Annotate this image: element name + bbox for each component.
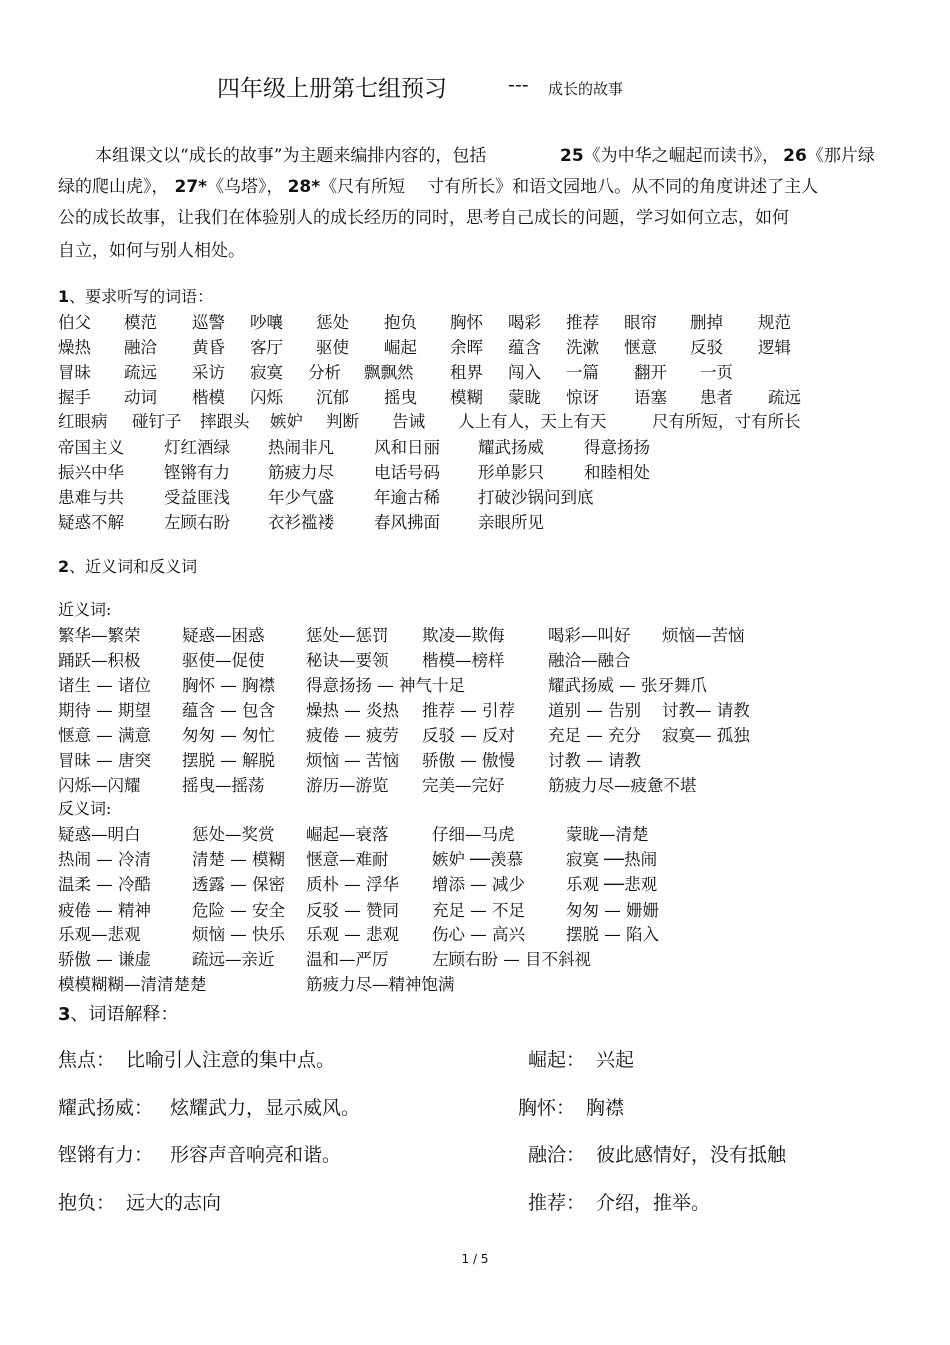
synonym-pair: 反驳 — 反对	[422, 726, 515, 745]
dictation-word: 碰钉子	[132, 412, 182, 431]
dictation-word: 惩处	[316, 313, 349, 332]
definition-meaning: 介绍，推举。	[596, 1192, 711, 1214]
dictation-word: 春风拂面	[374, 513, 440, 532]
dictation-word: 形单影只	[478, 463, 544, 482]
dictation-word: 闪烁	[250, 388, 283, 407]
synonym-pair: 繁华—繁荣	[58, 626, 141, 645]
dictation-word: 摔跟头	[200, 412, 250, 431]
antonym-pair: 寂寞 ──热闹	[566, 850, 658, 869]
synonym-pair: 融洽—融合	[548, 651, 631, 670]
synonym-pair: 道别 — 告别	[548, 701, 641, 720]
antonym-pair: 烦恼 — 快乐	[192, 925, 285, 944]
antonym-pair: 疏远—亲近	[192, 950, 275, 969]
dictation-word: 受益匪浅	[164, 488, 230, 507]
dictation-word: 采访	[192, 363, 225, 382]
synonym-pair: 匆匆 — 匆忙	[182, 726, 275, 745]
synonym-pair: 寂寞— 孤独	[662, 726, 750, 745]
dictation-word: 热闹非凡	[268, 438, 334, 457]
definition-meaning: 彼此感情好，没有抵触	[596, 1144, 787, 1166]
dictation-word: 患难与共	[58, 488, 124, 507]
dictation-word: 删掉	[690, 313, 723, 332]
synonym-pair: 闪烁—闪耀	[58, 776, 141, 795]
synonym-pair: 惩处—惩罚	[306, 626, 389, 645]
definition-term: 铿锵有力：	[58, 1144, 154, 1166]
antonyms-label: 反义词:	[58, 799, 112, 818]
synonym-pair: 惬意 — 满意	[58, 726, 151, 745]
synonym-pair: 讨教 — 请教	[548, 751, 641, 770]
dictation-word: 年逾古稀	[374, 488, 440, 507]
dictation-word: 电话号码	[374, 463, 440, 482]
dictation-word: 判断	[326, 412, 359, 431]
synonym-pair: 摆脱 — 解脱	[182, 751, 275, 770]
dictation-word: 闯入	[508, 363, 541, 382]
dictation-word: 尺有所短，寸有所长	[652, 412, 801, 431]
synonym-pair: 骄傲 — 傲慢	[422, 751, 515, 770]
dictation-word: 翻开	[634, 363, 667, 382]
dictation-word: 握手	[58, 388, 91, 407]
intro-line-1: 本组课文以“成长的故事”为主题来编排内容的，包括	[95, 146, 487, 166]
synonym-pair: 冒昧 — 唐突	[58, 751, 151, 770]
antonym-pair: 左顾右盼 — 目不斜视	[432, 950, 591, 969]
definition-meaning: 远大的志向	[126, 1192, 222, 1214]
antonym-pair: 温柔 — 冷酷	[58, 875, 151, 894]
dictation-word: 冒昧	[58, 363, 91, 382]
antonym-pair: 疑惑—明白	[58, 825, 141, 844]
dictation-word: 告诫	[392, 412, 425, 431]
dictation-word: 租界	[450, 363, 483, 382]
section-1-heading: 1、要求听写的词语：	[58, 287, 214, 306]
dictation-word: 黄昏	[192, 338, 225, 357]
dictation-word: 崛起	[384, 338, 417, 357]
dictation-word: 推荐	[566, 313, 599, 332]
dictation-word: 飘飘然	[364, 363, 414, 382]
synonym-pair: 秘诀—要领	[306, 651, 389, 670]
dictation-word: 衣衫褴褛	[268, 513, 334, 532]
definition-term: 焦点：	[58, 1049, 116, 1071]
antonym-pair: 透露 — 保密	[192, 875, 285, 894]
page-number: 1 / 5	[461, 1252, 489, 1266]
synonym-pair: 摇曳—摇荡	[182, 776, 265, 795]
dictation-word: 逻辑	[758, 338, 791, 357]
dictation-word: 疑惑不解	[58, 513, 124, 532]
definition-meaning: 胸襟	[586, 1097, 625, 1119]
section-2-heading: 2、近义词和反义词	[58, 557, 198, 576]
definition-term: 耀武扬威：	[58, 1097, 154, 1119]
definition-meaning: 炫耀武力，显示威风。	[170, 1097, 361, 1119]
dictation-word: 寂寞	[250, 363, 283, 382]
synonym-pair: 完美—完好	[422, 776, 505, 795]
definition-meaning: 形容声音响亮和谐。	[170, 1144, 342, 1166]
synonym-pair: 烦恼 — 苦恼	[306, 751, 399, 770]
antonym-pair: 乐观 — 悲观	[306, 925, 399, 944]
antonym-pair: 充足 — 不足	[432, 901, 525, 920]
antonym-pair: 清楚 — 模糊	[192, 850, 285, 869]
antonym-pair: 惬意—难耐	[306, 850, 389, 869]
dictation-word: 楷模	[192, 388, 225, 407]
dictation-word: 模糊	[450, 388, 483, 407]
intro-line-4: 自立，如何与别人相处。	[58, 241, 245, 261]
dictation-word: 动词	[124, 388, 157, 407]
dictation-word: 患者	[700, 388, 733, 407]
dictation-word: 抱负	[384, 313, 417, 332]
dictation-word: 惬意	[624, 338, 657, 357]
dictation-word: 得意扬扬	[584, 438, 650, 457]
dictation-word: 亲眼所见	[478, 513, 544, 532]
dictation-word: 规范	[758, 313, 791, 332]
definition-meaning: 比喻引人注意的集中点。	[126, 1049, 336, 1071]
dictation-word: 振兴中华	[58, 463, 124, 482]
dictation-word: 燥热	[58, 338, 91, 357]
dictation-word: 嫉妒	[270, 412, 303, 431]
synonym-pair: 疑惑—困惑	[182, 626, 265, 645]
dictation-word: 年少气盛	[268, 488, 334, 507]
antonym-pair: 匆匆 — 姗姗	[566, 901, 659, 920]
antonym-pair: 反驳 — 赞同	[306, 901, 399, 920]
intro-line-1-rest: 25《为中华之崛起而读书》， 26《那片绿	[560, 146, 875, 166]
antonym-pair: 危险 — 安全	[192, 901, 285, 920]
dictation-word: 灯红酒绿	[164, 438, 230, 457]
dictation-word: 客厅	[250, 338, 283, 357]
dictation-word: 耀武扬威	[478, 438, 544, 457]
antonym-pair: 惩处—奖赏	[192, 825, 275, 844]
antonym-pair: 温和—严厉	[306, 950, 389, 969]
synonym-pair: 喝彩—叫好	[548, 626, 631, 645]
antonym-pair: 热闹 — 冷清	[58, 850, 151, 869]
synonym-pair: 欺凌—欺侮	[422, 626, 505, 645]
definition-meaning: 兴起	[596, 1049, 635, 1071]
dictation-word: 融洽	[124, 338, 157, 357]
antonym-pair: 蒙眬—清楚	[566, 825, 649, 844]
dictation-word: 疏远	[768, 388, 801, 407]
definition-term: 崛起：	[528, 1049, 586, 1071]
synonym-pair: 蕴含 — 包含	[182, 701, 275, 720]
antonym-pair: 质朴 — 浮华	[306, 875, 399, 894]
dictation-word: 左顾右盼	[164, 513, 230, 532]
dictation-word: 蒙眬	[508, 388, 541, 407]
antonym-pair: 乐观—悲观	[58, 925, 141, 944]
antonym-pair: 摆脱 — 陷入	[566, 925, 659, 944]
dictation-word: 胸怀	[450, 313, 483, 332]
title-separator: ---	[508, 74, 529, 96]
dictation-word: 打破沙锅问到底	[478, 488, 594, 507]
dictation-word: 分析	[308, 363, 341, 382]
dictation-word: 一篇	[566, 363, 599, 382]
page-title: 四年级上册第七组预习	[217, 76, 447, 102]
synonym-pair: 燥热 — 炎热	[306, 701, 399, 720]
antonym-pair: 嫉妒 ──羡慕	[432, 850, 524, 869]
synonym-pair: 疲倦 — 疲劳	[306, 726, 399, 745]
definition-term: 融洽：	[528, 1144, 586, 1166]
dictation-word: 疏远	[124, 363, 157, 382]
dictation-word: 摇曳	[384, 388, 417, 407]
synonym-pair: 期待 — 期望	[58, 701, 151, 720]
synonym-pair: 烦恼—苦恼	[662, 626, 745, 645]
dictation-word: 巡警	[192, 313, 225, 332]
dictation-word: 和睦相处	[584, 463, 650, 482]
dictation-word: 驱使	[316, 338, 349, 357]
dictation-word: 一页	[700, 363, 733, 382]
synonym-pair: 得意扬扬 — 神气十足	[306, 676, 465, 695]
dictation-word: 蕴含	[508, 338, 541, 357]
synonym-pair: 游历—游览	[306, 776, 389, 795]
antonym-pair: 增添 — 减少	[432, 875, 525, 894]
antonym-pair: 模模糊糊—清清楚楚	[58, 975, 207, 994]
synonym-pair: 充足 — 充分	[548, 726, 641, 745]
synonym-pair: 耀武扬威 — 张牙舞爪	[548, 676, 707, 695]
antonym-pair: 乐观 ──悲观	[566, 875, 658, 894]
dictation-word: 帝国主义	[58, 438, 124, 457]
synonym-pair: 胸怀 — 胸襟	[182, 676, 275, 695]
intro-line-2: 绿的爬山虎》， 27*《乌塔》， 28*《尺有所短 寸有所长》和语文园地八。从不同的角度讲述了主人	[58, 177, 819, 197]
synonym-pair: 楷模—榜样	[422, 651, 505, 670]
dictation-word: 沉郁	[316, 388, 349, 407]
dictation-word: 洗漱	[566, 338, 599, 357]
synonyms-label: 近义词:	[58, 600, 112, 619]
dictation-word: 惊讶	[566, 388, 599, 407]
antonym-pair: 崛起—衰落	[306, 825, 389, 844]
synonym-pair: 诸生 — 诸位	[58, 676, 151, 695]
synonym-pair: 筋疲力尽—疲惫不堪	[548, 776, 697, 795]
antonym-pair: 疲倦 — 精神	[58, 901, 151, 920]
intro-line-3: 公的成长故事，让我们在体验别人的成长经历的同时，思考自己成长的问题，学习如何立志，如何	[58, 208, 789, 228]
synonym-pair: 踊跃—积极	[58, 651, 141, 670]
dictation-word: 眼帘	[624, 313, 657, 332]
antonym-pair: 筋疲力尽—精神饱满	[306, 975, 455, 994]
dictation-word: 风和日丽	[374, 438, 440, 457]
section-3-heading: 3、词语解释：	[58, 1004, 179, 1025]
dictation-word: 语塞	[634, 388, 667, 407]
dictation-word: 铿锵有力	[164, 463, 230, 482]
synonym-pair: 讨教— 请教	[662, 701, 750, 720]
antonym-pair: 骄傲 — 谦虚	[58, 950, 151, 969]
dictation-word: 人上有人，天上有天	[458, 412, 607, 431]
synonym-pair: 驱使—促使	[182, 651, 265, 670]
dictation-word: 喝彩	[508, 313, 541, 332]
dictation-word: 反驳	[690, 338, 723, 357]
synonym-pair: 推荐 — 引荐	[422, 701, 515, 720]
definition-term: 推荐：	[528, 1192, 586, 1214]
dictation-word: 筋疲力尽	[268, 463, 334, 482]
dictation-word: 红眼病	[58, 412, 108, 431]
definition-term: 抱负：	[58, 1192, 116, 1214]
antonym-pair: 仔细—马虎	[432, 825, 515, 844]
dictation-word: 模范	[124, 313, 157, 332]
dictation-word: 伯父	[58, 313, 91, 332]
antonym-pair: 伤心 — 高兴	[432, 925, 525, 944]
dictation-word: 余晖	[450, 338, 483, 357]
page-subtitle: 成长的故事	[548, 80, 624, 98]
dictation-word: 吵嚷	[250, 313, 283, 332]
definition-term: 胸怀：	[518, 1097, 576, 1119]
